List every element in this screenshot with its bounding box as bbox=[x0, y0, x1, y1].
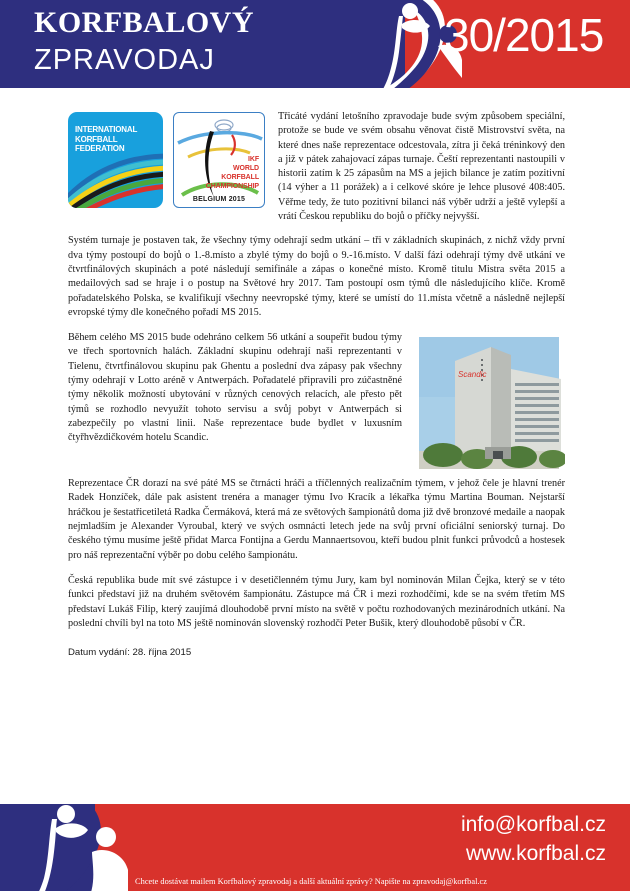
footer-email[interactable]: info@korfbal.cz bbox=[460, 813, 606, 836]
ikf-logo-line-3: FEDERATION bbox=[75, 144, 125, 153]
article-body bbox=[68, 110, 565, 658]
article-paragraph-3: Během celého MS 2015 bude odehráno celkem 56 utkání a soupeřit budou týmy ve třech sportovních halách. Základní skupinu odehrají naši reprezentanti v Tielenu, čtvrtfinálovou skupinu pak Ghentu a poslední dva zápasy pak všechny týmy odehrají v Lotto aréně v Antwerpách. Pořadatelé připravili pro zúčastněné týmy několik možností ubytování v různých cenových relacích, ale přesto pět týmů se rozhodlo nevyužít tohoto servisu a svůj pobyt v Antwerpách si zabezpečily po vlastní linii. Naše reprezentace bude bydlet v luxusním čtyřhvězdičkovém hotelu Scandic. bbox=[68, 332, 402, 444]
ikf-logo-line-1: INTERNATIONAL bbox=[75, 125, 138, 134]
footer-subscribe-note: Chcete dostávat mailem Korfbalový zpravodaj a další aktuální zprávy? Napište na zpravodaj@korfbal.cz bbox=[135, 877, 487, 886]
wc-logo-country: BELGIUM 2015 bbox=[192, 196, 246, 203]
page-content bbox=[0, 88, 630, 804]
international-korfball-federation-logo bbox=[68, 112, 163, 208]
publication-date: Datum vydání: 28. října 2015 bbox=[68, 647, 192, 659]
page-footer bbox=[0, 804, 630, 891]
wc-logo-line-2: WORLD bbox=[233, 165, 259, 172]
article-paragraph-1: Třicáté vydání letošního zpravodaje bude svým způsobem speciální, protože se bude ve svém obsahu věnovat čistě Mistrovství světa, na které dnes naše reprezentace odcestovala, zítra ji čeká tréninkový den a již v pátek zahajovací zápas turnaje. Čeští reprezentanti nastoupili v historii zatím k 25 zápasům na MS a jejich bilance je zatím pozitivní (14 výher a 11 porážek) a i celkové skóre je lehce plusové 408:405. Věřme tedy, že tuto pozitivní bilanci náš výběr udrží a ještě vylepší a vrátí Českou republiku do bojů o příčky nejvyšší. bbox=[278, 111, 565, 223]
logo-group bbox=[68, 112, 268, 210]
hotel-photo bbox=[413, 333, 565, 473]
article-paragraph-5: Česká republika bude mít své zástupce i v desetičlenném týmu Jury, kam byl nominován Milan Čejka, který se v této funkci představí již na druhém světovém šampionátu. Zástupce má ČR i mezi rozhodčími, kde se na svém třetím MS představí Lukáš Filip, který zaujímá dlouhodobě první místo na světě v počtu rozhodovaných mezinárodních utkání. Na poslední chvíli byl na toto MS ještě nominován slovenský rozhodčí Peter Bušik, který dlouhodobě působí v ČR. bbox=[68, 574, 565, 629]
article-paragraph-4: Reprezentace ČR dorazí na své páté MS se čtrnácti hráči a tříčlenných realizačním týmem, v jehož čele je hlavní trenér Radek Honzíček, dále pak asistent trenéra a manager týmu Ivo Kracík a lékařka týmu Martina Bouman. Nejstarší hráčkou je šestatřicetiletá Radka Čermáková, která má ze světových šampionátů doma již dvě bronzové medaile a naopak nejmladším je Alexander Vyroubal, který ve svých osmnácti letech jede na svůj první oficiální seniorský turnaj. Do českého týmu musíme ještě přidat Marca Fontijna a Gerdu Mannaertsovou, kteří budou plnit funkci průvodců a hostesek pro náš reprezentační výběr po dobu celého šampionátu. bbox=[68, 478, 565, 561]
issue-number: 30/2015 bbox=[444, 9, 604, 61]
newsletter-title-main: KORFBALOVÝ bbox=[34, 6, 255, 39]
world-championship-logo bbox=[173, 112, 265, 208]
ikf-logo-line-2: KORFBALL bbox=[75, 134, 118, 144]
wc-logo-line-4: CHAMPIONSHIP bbox=[205, 183, 259, 190]
article-paragraph-2: Systém turnaje je postaven tak, že všechny týmy odehrají sedm utkání – tři v základních skupinách, z nichž vždy první dva týmy postoupí do bojů o 1.-8.místo a zbylé týmy do bojů o 9.-16.místo. V další fázi odehrají týmy dvě utkání ve čtvrtfinálových skupinách a poté následují semifinále a zápas o konečné místo. Kromě titulu Mistra světa 2015 a medailových sad se hraje i o postup na Světové hry 2017. Tam postoupí osm týmů dle následujícího klíče. Kromě pořadatelského Polska, se kvalifikují všechny neevropské týmy, které se umístí do 11.místa včetně a následně nejlepší evropské týmy dle konečného pořadí MS 2015. bbox=[68, 235, 565, 318]
wc-logo-line-3: KORFBALL bbox=[221, 174, 259, 181]
footer-website[interactable]: www.korfbal.cz bbox=[465, 842, 606, 865]
svg-text:Scandic: Scandic bbox=[458, 370, 487, 380]
wc-logo-line-1: IKF bbox=[248, 156, 259, 163]
world-championship-logo-text bbox=[206, 155, 259, 191]
ikf-logo-text bbox=[75, 125, 137, 154]
newsletter-title-sub: ZPRAVODAJ bbox=[34, 44, 215, 76]
page-header bbox=[0, 0, 630, 88]
